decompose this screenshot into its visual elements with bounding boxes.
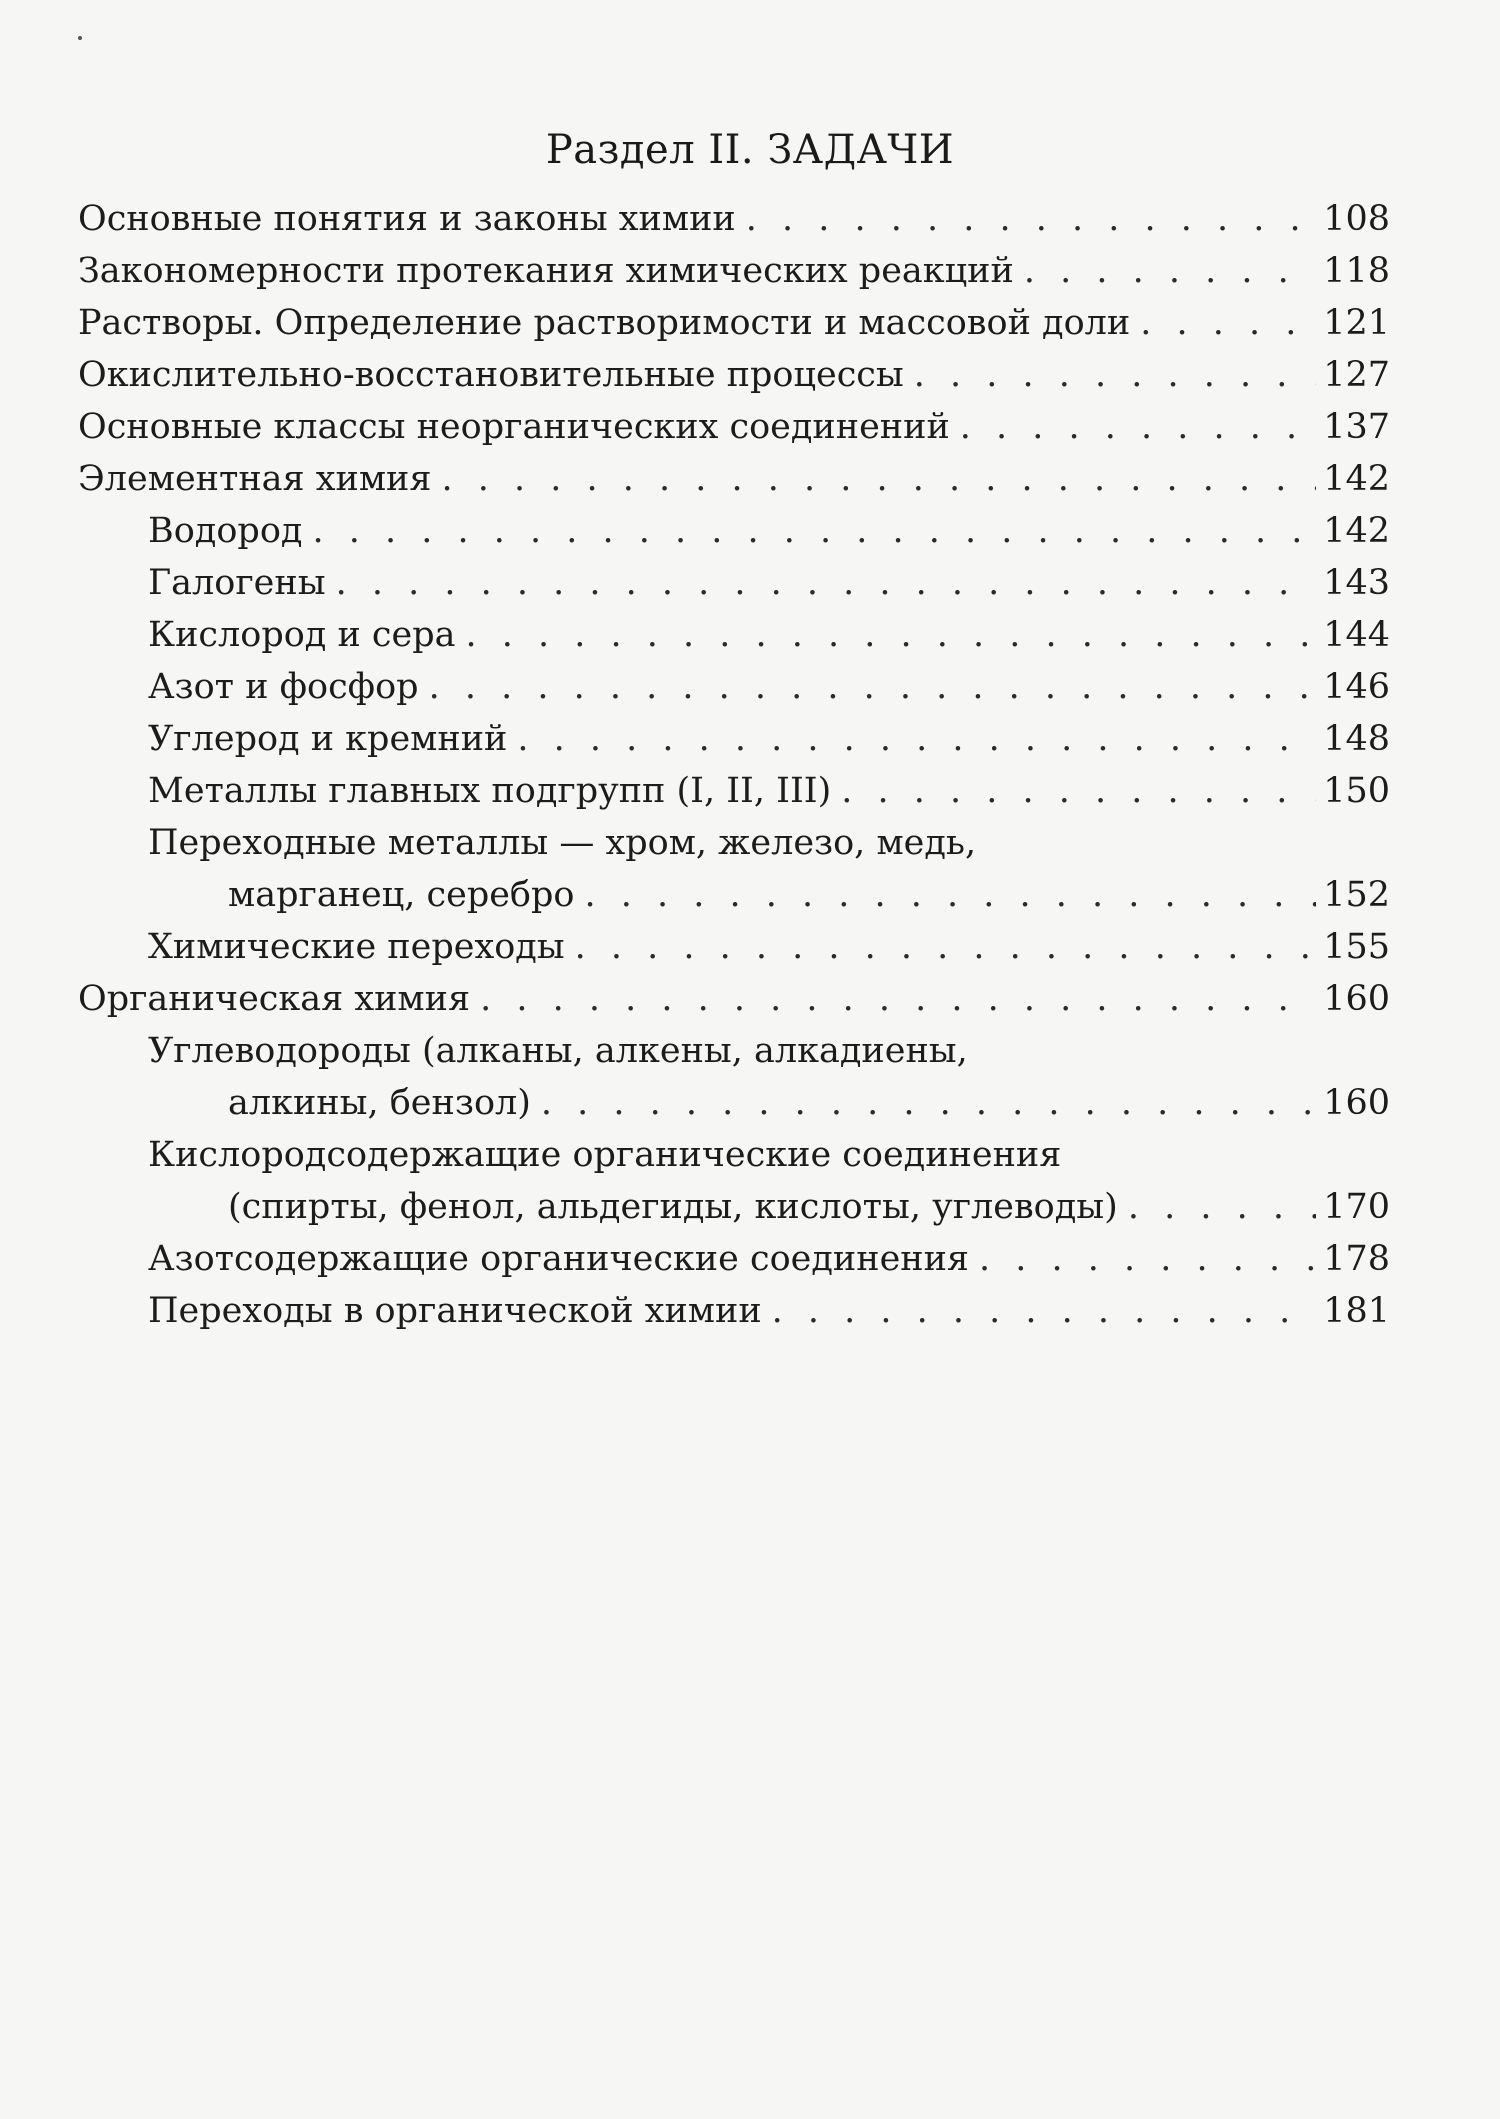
toc-entry-line	[148, 921, 1390, 973]
toc-page-number: 142	[1323, 459, 1390, 499]
toc-page-number: 142	[1323, 511, 1390, 551]
toc-entry-line	[148, 765, 1390, 817]
dot-leader	[312, 505, 1316, 557]
toc-entry-title: Азот и фосфор	[148, 667, 419, 707]
toc-entry-title: (спирты, фенол, альдегиды, кислоты, углеводы)	[228, 1187, 1118, 1227]
toc-entry-title: Кислород и сера	[148, 615, 456, 655]
dot-leader	[429, 661, 1316, 713]
dot-leader	[584, 869, 1316, 921]
toc-entry-line	[78, 401, 1390, 453]
toc-entry-title: Азотсодержащие органические соединения	[148, 1239, 970, 1279]
toc-entry-title: Основные понятия и законы химии	[78, 199, 736, 239]
toc-entry-title: Элементная химия	[78, 459, 432, 499]
toc-entry-line	[78, 973, 1390, 1025]
dot-leader	[480, 973, 1316, 1025]
dot-leader	[541, 1077, 1316, 1129]
toc-page-number: 118	[1323, 251, 1390, 291]
toc-entry-title: Переходы в органической химии	[148, 1291, 762, 1331]
toc-entry-line	[78, 453, 1390, 505]
toc-entry-title: Углерод и кремний	[148, 719, 508, 759]
dot-leader	[746, 193, 1316, 245]
toc-entry-line	[148, 505, 1390, 557]
toc-entry-title: Основные классы неорганических соединений	[78, 407, 950, 447]
dot-leader	[841, 765, 1316, 817]
toc-entry	[78, 349, 1390, 401]
toc-entry-title: Металлы главных подгрупп (I, II, III)	[148, 771, 832, 811]
section-title: Раздел II. ЗАДАЧИ	[545, 127, 955, 173]
toc-entry-line	[148, 1129, 1390, 1181]
toc-subentry	[78, 557, 1390, 609]
toc-entry-line	[78, 193, 1390, 245]
toc-entry	[78, 453, 1390, 505]
toc-subentry	[78, 1129, 1390, 1233]
toc-page-number: 121	[1323, 303, 1390, 343]
toc-page-number: 160	[1323, 979, 1390, 1019]
dot-leader	[1140, 297, 1316, 349]
toc-entry-title: Химические переходы	[148, 927, 565, 967]
toc-page-number: 150	[1323, 771, 1390, 811]
dot-leader	[772, 1285, 1316, 1337]
toc-subentry	[78, 505, 1390, 557]
toc-entry-line	[148, 609, 1390, 661]
toc-subentry	[78, 713, 1390, 765]
toc-page-number: 144	[1323, 615, 1390, 655]
toc-page-number: 127	[1323, 355, 1390, 395]
toc-entry-line	[148, 713, 1390, 765]
toc-page-number: 170	[1323, 1187, 1390, 1227]
toc-page-number: 108	[1323, 199, 1390, 239]
toc-entry-title: Углеводороды (алканы, алкены, алкадиены,	[148, 1031, 968, 1071]
toc-subentry	[78, 609, 1390, 661]
dot-leader	[960, 401, 1316, 453]
dot-leader	[517, 713, 1316, 765]
toc-entry-line	[148, 1285, 1390, 1337]
toc-entry-title: Кислородсодержащие органические соединения	[148, 1135, 1062, 1175]
dot-leader	[466, 609, 1316, 661]
toc-entry-line	[148, 1025, 1390, 1077]
toc-entry-title: Закономерности протекания химических реакций	[78, 251, 1014, 291]
toc-entry-title: Переходные металлы — хром, железо, медь,	[148, 823, 977, 863]
dot-leader	[1128, 1181, 1316, 1233]
toc-page-number: 152	[1323, 875, 1390, 915]
toc-subentry	[78, 661, 1390, 713]
toc-page-number: 155	[1323, 927, 1390, 967]
toc-entry	[78, 297, 1390, 349]
dot-leader	[575, 921, 1316, 973]
toc-entry-title: Галогены	[148, 563, 326, 603]
dot-leader	[1024, 245, 1316, 297]
toc-entry-line	[78, 245, 1390, 297]
toc-page-number: 146	[1323, 667, 1390, 707]
toc-entry-title: Водород	[148, 511, 303, 551]
toc-entry-line	[148, 557, 1390, 609]
toc-page-number: 143	[1323, 563, 1390, 603]
toc-entry-line	[148, 1077, 1390, 1129]
toc-subentry	[78, 1025, 1390, 1129]
toc-page-number: 160	[1323, 1083, 1390, 1123]
toc-page-number: 178	[1323, 1239, 1390, 1279]
toc-entry-line	[148, 817, 1390, 869]
toc-entry-line	[148, 869, 1390, 921]
toc-subentry	[78, 1285, 1390, 1337]
toc-subentry	[78, 765, 1390, 817]
toc-entry-title: алкины, бензол)	[228, 1083, 531, 1123]
toc-entry-line	[78, 297, 1390, 349]
toc-entry-title: Органическая химия	[78, 979, 471, 1019]
toc-entry	[78, 973, 1390, 1025]
toc-entry-line	[148, 1181, 1390, 1233]
toc-entry-title: Растворы. Определение растворимости и массовой доли	[78, 303, 1131, 343]
toc-entry	[78, 245, 1390, 297]
toc-page-number: 181	[1323, 1291, 1390, 1331]
toc-entry-line	[78, 349, 1390, 401]
dot-leader	[336, 557, 1316, 609]
toc-entry-line	[148, 661, 1390, 713]
toc-subentry	[78, 921, 1390, 973]
dot-leader	[979, 1233, 1316, 1285]
toc-subentry	[78, 1233, 1390, 1285]
toc-entry-title: марганец, серебро	[228, 875, 575, 915]
speck-mark	[78, 36, 82, 40]
toc-entry	[78, 401, 1390, 453]
toc-entry-title: Окислительно-восстановительные процессы	[78, 355, 904, 395]
toc-page-number: 137	[1323, 407, 1390, 447]
dot-leader	[441, 453, 1316, 505]
toc-page-number: 148	[1323, 719, 1390, 759]
toc-entry-line	[148, 1233, 1390, 1285]
table-of-contents	[78, 193, 1390, 1337]
toc-subentry	[78, 817, 1390, 921]
dot-leader	[914, 349, 1316, 401]
toc-entry	[78, 193, 1390, 245]
